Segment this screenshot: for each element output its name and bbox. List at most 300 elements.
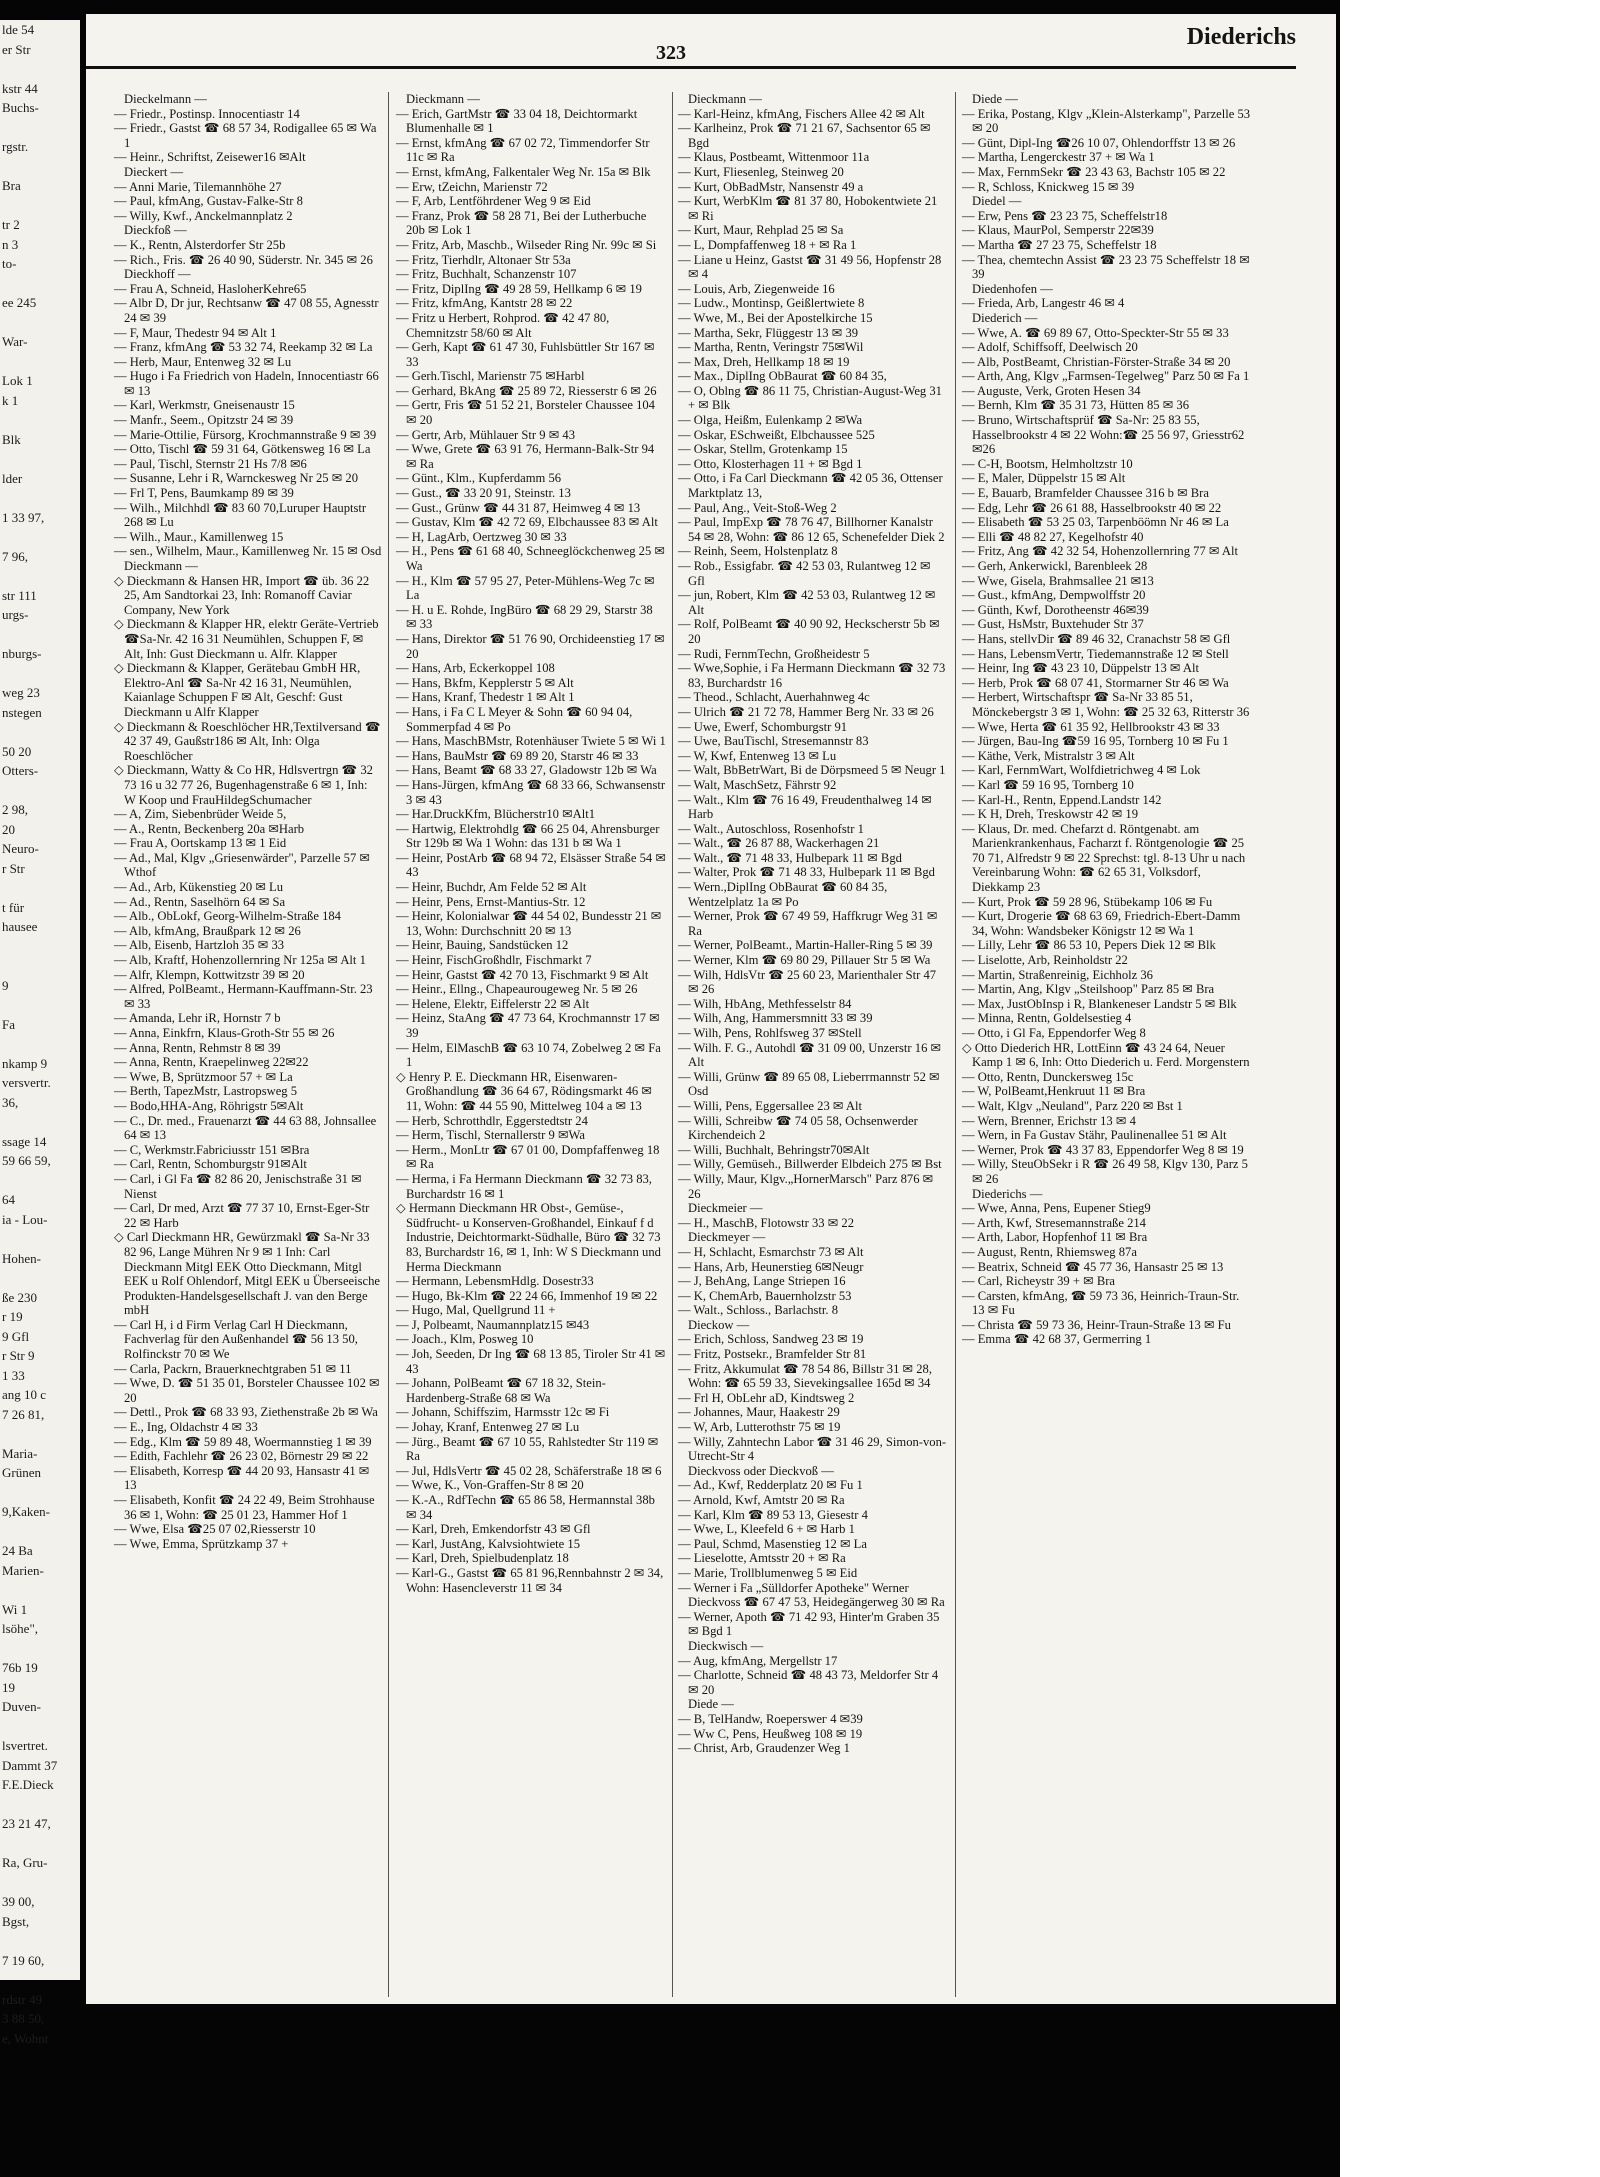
directory-entry: — Kurt, Drogerie ☎ 68 63 69, Friedrich-Ebert-Damm 34, Wohn: Wandsbeker Königstr 12 ✉ Wa 1 (962, 909, 1241, 938)
directory-entry: — Heinr, Kolonialwar ☎ 44 54 02, Bundesstr 21 ✉ 13, Wohn: Durchschnitt 20 ✉ 13 (396, 909, 662, 938)
directory-entry: — Walt., Autoschloss, Rosenhofstr 1 (678, 821, 864, 836)
directory-entry: — Johannes, Maur, Haakestr 29 (678, 1405, 840, 1420)
margin-fragment: ssage 14 (2, 1133, 47, 1149)
directory-entry: — Karlheinz, Prok ☎ 71 21 67, Sachsentor 65 ✉ Bgd (678, 121, 931, 150)
header-guide-word: Diederichs (1186, 24, 1296, 50)
margin-fragment: versvertr. (2, 1075, 51, 1090)
directory-entry: — Ad., Rentn, Saselhörn 64 ✉ Sa (114, 894, 286, 909)
margin-fragment (0, 1834, 80, 1854)
directory-entry: — Hans, i Fa C L Meyer & Sohn ☎ 60 94 04, Sommerpfad 4 ✉ Po (396, 704, 633, 734)
directory-entry: — Wwe,Sophie, i Fa Hermann Dieckmann ☎ 32 73 83, Burchardstr 16 (678, 661, 946, 690)
margin-fragment (0, 878, 80, 898)
margin-fragment: 9,Kaken- (2, 1504, 51, 1519)
directory-entry: — Fritz, Akkumulat ☎ 78 54 86, Billstr 31 ✉ 28, Wohn: ☎ 65 59 33, Sievekingsallee 165d ✉ 34 (678, 1361, 932, 1391)
directory-entry: — Gerh, Ankerwickl, Barenbleek 28 (962, 559, 1148, 573)
margin-fragment: lsvertret. (2, 1738, 48, 1753)
directory-entry: — Liane u Heinz, Gastst ☎ 31 49 56, Hopfenstr 28 ✉ 4 (678, 252, 942, 282)
margin-fragment: Maria- (2, 1445, 38, 1461)
directory-entry: — Werner i Fa „Sülldorfer Apotheke" Werner Dieckvoss ☎ 67 47 53, Heidegängerweg 30 ✉ Ra (678, 1580, 945, 1610)
margin-fragment (0, 118, 80, 138)
directory-entry: — Olga, Heißm, Eulenkamp 2 ✉Wa (678, 413, 863, 428)
margin-fragment (0, 1229, 80, 1249)
margin-fragment: str 111 (2, 587, 37, 603)
directory-entry: — J, Polbeamt, Naumannplatz15 ✉43 (396, 1317, 590, 1332)
margin-fragment: 3 88 50, (2, 2011, 45, 2026)
directory-entry: — Herm, Tischl, Sternallerstr 9 ✉Wa (396, 1128, 585, 1143)
directory-entry: — Bernh, Klm ☎ 35 31 73, Hütten 85 ✉ 36 (962, 398, 1190, 413)
directory-entry: — Thea, chemtechn Assist ☎ 23 23 75 Scheffelstr 18 ✉ 39 (962, 252, 1250, 282)
directory-entry: — Hans, BauMstr ☎ 69 89 20, Starstr 46 ✉ 33 (396, 748, 639, 763)
directory-entry: — Erika, Postang, Klgv „Klein-Alsterkamp", Parzelle 53 ✉ 20 (962, 106, 1251, 136)
directory-entry: ◇ Otto Diederich HR, LottEinn ☎ 43 24 64, Neuer Kamp 1 ✉ 6, Inh: Otto Diederich u. Ferd. Morgenstern (962, 1040, 1250, 1070)
surname-heading: Dieckhoff — (124, 267, 191, 282)
directory-entry: — Günt., Klm., Kupferdamm 56 (396, 471, 562, 486)
margin-fragment: 50 20 (2, 743, 32, 759)
directory-entry: — Karl-Heinz, kfmAng, Fischers Allee 42 ✉ Alt (678, 106, 925, 121)
directory-entry: — Erw, Pens ☎ 23 23 75, Scheffelstr18 (962, 208, 1168, 223)
directory-entry: — Max, Dreh, Hellkamp 18 ✉ 19 (678, 354, 850, 369)
directory-entry: — Herb, Schrotthdlr, Eggerstedtstr 24 (396, 1113, 588, 1128)
directory-entry: — Fritz, DiplIng ☎ 49 28 59, Hellkamp 6 ✉ 19 (396, 281, 642, 296)
directory-entry: — Otto, Klosterhagen 11 + ✉ Bgd 1 (678, 456, 863, 471)
directory-entry: — Ernst, kfmAng ☎ 67 02 72, Timmendorfer Str 11c ✉ Ra (396, 135, 650, 165)
surname-heading: Dieckelmann — (124, 92, 207, 106)
directory-entry: — W, PolBeamt,Henkruut 11 ✉ Bra (962, 1084, 1146, 1099)
directory-entry: — Heinr, Pens, Ernst-Mantius-Str. 12 (396, 894, 586, 909)
header-rule (86, 66, 1296, 69)
directory-entry: — Charlotte, Schneid ☎ 48 43 73, Meldorfer Str 4 ✉ 20 (678, 1668, 939, 1697)
directory-entry: — Karl ☎ 59 16 95, Tornberg 10 (962, 777, 1134, 792)
directory-entry: — Paul, Ang., Veit-Stoß-Weg 2 (678, 500, 837, 515)
directory-entry: — Herbert, Wirtschaftspr ☎ Sa-Nr 33 85 51, Mönckebergstr 3 ✉ 1, Wohn: ☎ 25 32 63, Ritterstr 36 (962, 690, 1250, 719)
margin-fragment: 19 (2, 1679, 15, 1695)
directory-entry: — Otto, i Gl Fa, Eppendorfer Weg 8 (962, 1026, 1146, 1040)
directory-entry: — Karl, JustAng, Kalvsiohtwiete 15 (396, 1536, 580, 1551)
directory-entry: — H, LagArb, Oertzweg 30 ✉ 33 (396, 529, 567, 544)
directory-entry: — Fritz, Arb, Maschb., Wilseder Ring Nr. 99c ✉ Si (396, 237, 657, 252)
margin-fragment (0, 1970, 80, 1990)
directory-entry: — H. u E. Rohde, IngBüro ☎ 68 29 29, Starstr 38 ✉ 33 (396, 602, 653, 632)
directory-columns (86, 92, 1306, 1997)
directory-entry: — Klaus, MaurPol, Semperstr 22✉39 (962, 223, 1154, 238)
margin-fragment: 7 26 81, (2, 1406, 45, 1422)
directory-entry: — Aug, kfmAng, Mergellstr 17 (678, 1653, 838, 1668)
margin-fragment: r Str (2, 860, 25, 876)
margin-fragment (0, 488, 80, 508)
directory-entry: — Willi, Buchhalt, Behringstr70✉Alt (678, 1142, 870, 1157)
directory-entry: — Walt., Klm ☎ 76 16 49, Freudenthalweg 14 ✉ Harb (678, 792, 932, 822)
directory-entry: — Albr D, Dr jur, Rechtsanw ☎ 47 08 55, Agnesstr 24 ✉ 39 (114, 296, 379, 325)
directory-column-3 (678, 92, 948, 1997)
directory-entry: — H., Klm ☎ 57 95 27, Peter-Mühlens-Weg 7c ✉ La (396, 573, 655, 603)
directory-entry: — C., Dr. med., Frauenarzt ☎ 44 63 88, Johnsallee 64 ✉ 13 (114, 1113, 377, 1143)
directory-entry: — Wilh, Ang, Hammersmnitt 33 ✉ 39 (678, 1011, 873, 1026)
directory-entry: — Elisabeth ☎ 53 25 03, Tarpenböömn Nr 46 ✉ La (962, 515, 1229, 530)
directory-entry: — K.-A., RdfTechn ☎ 65 86 58, Hermannstal 38b ✉ 34 (396, 1493, 655, 1522)
directory-entry: — A., Rentn, Beckenberg 20a ✉Harb (114, 821, 305, 836)
directory-entry: — Martin, Straßenreinig, Eichholz 36 (962, 967, 1153, 982)
directory-entry: — E, Maler, Düppelstr 15 ✉ Alt (962, 471, 1126, 486)
margin-fragment: 7 96, (2, 548, 28, 564)
margin-fragment (0, 59, 80, 79)
directory-entry: — Amanda, Lehr iR, Hornstr 7 b (114, 1011, 281, 1026)
margin-fragment (0, 781, 80, 801)
margin-fragment: tr 2 (2, 217, 20, 232)
directory-entry: — Johann, Schiffszim, Harmsstr 12c ✉ Fi (396, 1405, 610, 1420)
margin-fragment: Marien- (2, 1562, 44, 1578)
directory-entry: — Wwe, M., Bei der Apostelkirche 15 (678, 310, 873, 325)
margin-fragment: 36, (2, 1094, 19, 1110)
margin-fragment: Otters- (2, 763, 39, 778)
directory-entry: — Joh, Seeden, Dr Ing ☎ 68 13 85, Tiroler Str 41 ✉ 43 (396, 1347, 666, 1376)
directory-entry: — Hermann, LebensmHdlg. Dosestr33 (396, 1274, 594, 1289)
directory-entry: — Jürgen, Bau-Ing ☎59 16 95, Tornberg 10 ✉ Fu 1 (962, 734, 1229, 749)
margin-fragment (0, 157, 80, 177)
directory-entry: — Wilh, Pens, Rohlfsweg 37 ✉Stell (678, 1026, 862, 1040)
directory-entry: — Karl, Klm ☎ 89 53 13, Giesestr 4 (678, 1507, 868, 1522)
directory-entry: — Herb, Maur, Entenweg 32 ✉ Lu (114, 354, 292, 369)
directory-entry: — Manfr., Seem., Opitzstr 24 ✉ 39 (114, 413, 294, 428)
directory-entry: — Erw, tZeichn, Marienstr 72 (396, 179, 548, 194)
directory-entry: — Hans, Arb, Heunerstieg 6✉Neugr (678, 1259, 864, 1274)
directory-entry: — Alb., ObLokf, Georg-Wilhelm-Straße 184 (114, 909, 341, 924)
directory-entry: — Carsten, kfmAng, ☎ 59 73 36, Heinrich-Traun-Str. 13 ✉ Fu (962, 1288, 1240, 1318)
directory-entry: — Lieselotte, Amtsstr 20 + ✉ Ra (678, 1551, 846, 1566)
directory-entry: — Friedr., Gastst ☎ 68 57 34, Rodigallee 65 ✉ Wa 1 (114, 121, 377, 150)
margin-fragment (0, 1522, 80, 1542)
directory-entry: — H., MaschB, Flotowstr 33 ✉ 22 (678, 1215, 855, 1230)
directory-entry: — Johay, Kranf, Entenweg 27 ✉ Lu (396, 1420, 580, 1435)
directory-entry: — Gustav, Klm ☎ 42 72 69, Elbchaussee 83 ✉ Alt (396, 515, 658, 530)
directory-entry: — Werner, Klm ☎ 69 80 29, Pillauer Str 5 ✉ Wa (678, 953, 931, 968)
directory-entry: — Wwe, Elsa ☎25 07 02,Riesserstr 10 (114, 1522, 316, 1537)
directory-entry: — Jul, HdlsVertr ☎ 45 02 28, Schäferstraße 18 ✉ 6 (396, 1463, 662, 1478)
directory-entry: — Wwe, Anna, Pens, Eupener Stieg9 (962, 1201, 1151, 1216)
directory-entry: — Helene, Elektr, Eiffelerstr 22 ✉ Alt (396, 996, 590, 1011)
directory-entry: — E., Ing, Oldachstr 4 ✉ 33 (114, 1420, 258, 1435)
directory-entry: — Kurt, Prok ☎ 59 28 96, Stübekamp 106 ✉ Fu (962, 894, 1213, 909)
margin-fragment: 2 98, (2, 802, 28, 817)
directory-entry: — Ulrich ☎ 21 72 78, Hammer Berg Nr. 33 ✉ 26 (678, 704, 934, 719)
directory-entry: — Hans, Direktor ☎ 51 76 90, Orchideenstieg 17 ✉ 20 (396, 631, 665, 661)
margin-fragment: Dammt 37 (2, 1757, 58, 1773)
surname-heading: Diederichs — (972, 1186, 1043, 1201)
page-number: 323 (656, 42, 686, 64)
margin-fragment: 64 (2, 1192, 15, 1207)
directory-entry: — Paul, Tischl, Sternstr 21 Hs 7/8 ✉6 (114, 456, 307, 471)
directory-entry: — Rob., Essigfabr. ☎ 42 53 03, Rulantweg 12 ✉ Gfl (678, 559, 931, 588)
directory-entry: — Marie, Trollblumenweg 5 ✉ Eid (678, 1565, 858, 1580)
directory-entry: — Kurt, Maur, Rehplad 25 ✉ Sa (678, 223, 844, 238)
directory-entry: — Heinr., Schriftst, Zeisewег16 ✉Alt (114, 150, 306, 165)
margin-fragment (0, 449, 80, 469)
directory-entry: — Alb, Kraftf, Hohenzollernring Nr 125a ✉ Alt 1 (114, 953, 366, 968)
directory-entry: — Christa ☎ 59 73 36, Heinr-Traun-Straße 13 ✉ Fu (962, 1317, 1231, 1332)
directory-entry: — Wwe, Grete ☎ 63 91 76, Hermann-Balk-Str 94 ✉ Ra (396, 442, 655, 471)
margin-fragment: lder (2, 470, 23, 486)
directory-entry: — Gerhard, BkAng ☎ 25 89 72, Riesserstr 6 ✉ 26 (396, 383, 657, 398)
margin-fragment: urgs- (2, 607, 29, 622)
margin-fragment (0, 664, 80, 684)
directory-entry: — Gerh, Kapt ☎ 61 47 30, Fuhlsbüttler Str 167 ✉ 33 (396, 340, 655, 369)
directory-entry: — Willy, Maur, Klgv.„HornerMarsch" Parz 876 ✉ 26 (678, 1171, 934, 1201)
margin-fragment: Wi 1 (2, 1601, 28, 1617)
directory-entry: — Willy, Kwf., Anckelmannplatz 2 (114, 208, 293, 223)
directory-entry: — Fritz, Ang ☎ 42 32 54, Hohenzollernring 77 ✉ Alt (962, 544, 1238, 559)
directory-entry: — Carl H, i d Firm Verlag Carl H Dieckmann, Fachverlag für den Außenhandel ☎ 56 13 50, Rolfinckstr 70 ✉ We (114, 1317, 358, 1362)
directory-entry: — Arth, Labor, Hopfenhof 11 ✉ Bra (962, 1230, 1148, 1245)
margin-fragment (0, 1580, 80, 1600)
directory-entry: — Heinr, Gastst ☎ 42 70 13, Fischmarkt 9 ✉ Alt (396, 967, 649, 982)
directory-entry: — Oskar, ESchweißt, Elbchaussee 525 (678, 427, 875, 442)
directory-entry: — Alb, Eisenb, Hartzloh 35 ✉ 33 (114, 938, 285, 953)
directory-entry: ◇ Carl Dieckmann HR, Gewürzmakl ☎ Sa-Nr 33 82 96, Lange Mühren Nr 9 ✉ 1 Inh: Carl Dieckmann Mitgl EEK Otto Dieckmann, Mitgl EEK u Rolf Ohlendorf, Mitgl EEK u Überseeische Produkten-Handelsgesellschaft J. van den Berge mbH (114, 1230, 381, 1318)
surname-heading: Dieckmeier — (688, 1201, 763, 1216)
margin-fragment: n 3 (2, 236, 19, 252)
margin-fragment (0, 1171, 80, 1191)
directory-entry: — Wern, Brenner, Erichstr 13 ✉ 4 (962, 1113, 1136, 1128)
directory-entry: — Alb, kfmAng, Braußpark 12 ✉ 26 (114, 923, 301, 938)
margin-fragment: Lok 1 (2, 373, 33, 388)
directory-entry: — Hans, Beamt ☎ 68 33 27, Gladowstr 12b ✉ Wa (396, 763, 657, 778)
margin-fragment: 39 00, (2, 1894, 35, 1909)
directory-entry: — Alfred, PolBeamt., Hermann-Kauffmann-Str. 23 ✉ 33 (114, 982, 373, 1011)
directory-entry: — Kurt, ObBadMstr, Nansenstr 49 a (678, 179, 864, 194)
directory-entry: — Willy, SteuObSekr i R ☎ 26 49 58, Klgv 130, Parz 5 ✉ 26 (962, 1157, 1248, 1186)
directory-column-1 (114, 92, 382, 1997)
margin-fragment: Bgst, (2, 1913, 30, 1929)
margin-fragment: rgstr. (2, 139, 29, 154)
directory-entry: — Berth, TapezMstr, Lastropsweg 5 (114, 1084, 298, 1099)
directory-entry: — Wwe, Gisela, Brahmsallee 21 ✉13 (962, 573, 1154, 588)
margin-fragment: k 1 (2, 392, 19, 408)
margin-fragment: lsöhe", (2, 1621, 38, 1636)
directory-entry: — Louis, Arb, Ziegenweide 16 (678, 281, 835, 296)
margin-fragment (0, 937, 80, 957)
margin-fragment: ee 245 (2, 295, 37, 310)
margin-fragment: ße 230 (2, 1289, 38, 1305)
directory-entry: — Karl, FernmWart, Wolfdietrichweg 4 ✉ Lok (962, 763, 1201, 778)
directory-entry: — Jürg., Beamt ☎ 67 10 55, Rahlstedter Str 119 ✉ Ra (396, 1434, 659, 1464)
directory-entry: — Hugo i Fa Friedrich von Hadeln, Innocentiastr 66 ✉ 13 (114, 369, 379, 398)
directory-entry: — Gerh.Tischl, Marienstr 75 ✉Harbl (396, 369, 585, 384)
directory-entry: — Karl-H., Rentn, Eppend.Landstr 142 (962, 792, 1162, 807)
margin-fragment: kstr 44 (2, 80, 38, 96)
directory-entry: ◇ Dieckmann & Roeschlöcher HR,Textilversand ☎ 42 37 49, Gaußstr186 ✉ Alt, Inh: Olga Roeschlöcher (114, 719, 381, 763)
margin-fragment (0, 995, 80, 1015)
directory-entry: — A, Zim, Siebenbrüder Weide 5, (114, 807, 287, 822)
directory-entry: — Werner, Prok ☎ 67 49 59, Haffkrugr Weg 31 ✉ Ra (678, 909, 938, 938)
directory-entry: — Anna, Einkfrn, Klaus-Groth-Str 55 ✉ 26 (114, 1026, 335, 1040)
directory-entry: — Max, FernmSekr ☎ 23 43 63, Bachstr 105 ✉ 22 (962, 164, 1226, 179)
directory-entry: — Martha, Rentn, Veringstr 75✉Wil (678, 340, 864, 355)
margin-fragment: rdstr 49 (2, 1991, 43, 2007)
directory-entry: — Otto, Rentn, Dunckersweg 15c (962, 1069, 1134, 1084)
directory-entry: — Hans, stellvDir ☎ 89 46 32, Cranachstr 58 ✉ Gfl (962, 631, 1231, 646)
directory-entry: — Heinr, PostArb ☎ 68 94 72, Elsässer Straße 54 ✉ 43 (396, 850, 666, 880)
surname-heading: Diederich — (972, 310, 1038, 325)
margin-fragment: Grünen (2, 1465, 41, 1480)
margin-fragment: ang 10 c (2, 1387, 47, 1402)
directory-entry: — Fritz, Tierhdlr, Altonaer Str 53a (396, 252, 571, 267)
margin-fragment (0, 1424, 80, 1444)
margin-fragment: hausee (2, 919, 38, 934)
margin-fragment: Buchs- (2, 100, 39, 115)
directory-entry: — Heinr, FischGroßhdlr, Fischmarkt 7 (396, 953, 592, 968)
directory-entry: — Anni Marie, Tilemannhöhe 27 (114, 179, 282, 194)
margin-fragment: F.E.Dieck (2, 1777, 54, 1792)
directory-entry: — Karl-G., Gastst ☎ 65 81 96,Rennbahnstr 2 ✉ 34, Wohn: Hasencleverstr 11 ✉ 34 (396, 1565, 664, 1595)
surname-heading: Diede — (688, 1697, 734, 1712)
directory-entry: — Lilly, Lehr ☎ 86 53 10, Pepers Diek 12 ✉ Blk (962, 938, 1216, 953)
surname-heading: Dieckmann — (688, 92, 762, 106)
surname-heading: Dieckvoss oder Dieckvoß — (688, 1463, 834, 1478)
directory-entry: — Edg, Lehr ☎ 26 61 88, Hasselbrookstr 40 ✉ 22 (962, 500, 1222, 515)
directory-entry: — Franz, kfmAng ☎ 53 32 74, Reekamp 32 ✉ La (114, 340, 373, 355)
column-divider (388, 92, 389, 1997)
directory-entry: — Wwe, B, Sprützmoor 57 + ✉ La (114, 1069, 293, 1084)
directory-entry: — Fritz u Herbert, Rohprod. ☎ 42 47 80, Chemnitzstr 58/60 ✉ Alt (396, 310, 610, 340)
directory-entry: — Karl, Werkmstr, Gneisenaustr 15 (114, 398, 295, 413)
margin-fragment: War- (2, 334, 28, 349)
margin-fragment: 7 19 60, (2, 1952, 45, 1968)
directory-entry: — jun, Robert, Klm ☎ 42 53 03, Rulantweg 12 ✉ Alt (678, 588, 936, 617)
directory-entry: — Walt., ☎ 71 48 33, Hulbepark 11 ✉ Bgd (678, 850, 902, 865)
directory-entry: — Gust., Grünw ☎ 44 31 87, Heimweg 4 ✉ 13 (396, 500, 641, 515)
margin-fragment (0, 274, 80, 294)
margin-fragment (0, 1639, 80, 1659)
directory-entry: — Ad., Mal, Klgv „Griesenwärder", Parzelle 57 ✉ Wthof (114, 850, 370, 880)
directory-entry: — Carl, Richeystr 39 + ✉ Bra (962, 1274, 1116, 1289)
directory-entry: — Frau A, Oortskamp 13 ✉ 1 Eid (114, 836, 287, 851)
directory-entry: — F, Maur, Thedestr 94 ✉ Alt 1 (114, 325, 277, 340)
margin-fragment: Ra, Gru- (2, 1855, 48, 1870)
directory-entry: — Werner, Prok ☎ 43 37 83, Eppendorfer Weg 8 ✉ 19 (962, 1142, 1244, 1157)
margin-fragment (0, 1931, 80, 1951)
directory-entry: — Elisabeth, Konfit ☎ 24 22 49, Beim Strohhause 36 ✉ 1, Wohn: ☎ 25 01 23, Hammer Hof 1 (114, 1493, 375, 1522)
directory-entry: — Gertr, Fris ☎ 51 52 21, Borsteler Chaussee 104 ✉ 20 (396, 398, 655, 428)
directory-entry: — Alfr, Klempn, Kottwitzstr 39 ✉ 20 (114, 967, 305, 982)
directory-entry: — B, TelHandw, Roeperswег 4 ✉39 (678, 1711, 863, 1726)
margin-fragment: 20 (2, 821, 15, 837)
directory-entry: — Martin, Ang, Klgv „Steilshoop" Parz 85 ✉ Bra (962, 982, 1215, 997)
directory-entry: ◇ Hermann Dieckmann HR Obst-, Gemüse-, Südfrucht- u Konserven-Großhandel, Einkauf f d Industrie, Deichtormarkt-Südhalle, Büro ☎ 32 73 83, Burchardstr 16, ✉ 1, Inh: W S Dieckmann und Herma Dieckmann (396, 1201, 661, 1274)
directory-entry: — Erich, Schloss, Sandweg 23 ✉ 19 (678, 1332, 864, 1347)
margin-fragment (0, 1034, 80, 1054)
directory-entry: — Johann, PolBeamt ☎ 67 18 32, Stein-Hardenberg-Straße 68 ✉ Wa (396, 1376, 606, 1405)
directory-entry: ◇ Henry P. E. Dieckmann HR, Eisenwaren-Großhandlung ☎ 36 64 67, Rödingsmarkt 46 ✉ 11, Wohn: ☎ 44 55 90, Mittelweg 104 a ✉ 13 (396, 1069, 652, 1113)
directory-entry: — Klaus, Postbeamt, Wittenmoor 11a (678, 150, 870, 165)
margin-fragment: 9 Gfl (2, 1328, 30, 1344)
margin-fragment: er Str (2, 41, 31, 57)
directory-entry: — F, Arb, Lentföhrdener Weg 9 ✉ Eid (396, 194, 591, 209)
directory-entry: — Ludw., Montinsp, Geißlertwiete 8 (678, 296, 865, 311)
directory-entry: — W, Arb, Lutterothstr 75 ✉ 19 (678, 1420, 841, 1435)
margin-fragment (0, 527, 80, 547)
margin-fragment (0, 1717, 80, 1737)
directory-entry: — Günt, Dipl-Ing ☎26 10 07, Ohlendorffstr 13 ✉ 26 (962, 135, 1236, 150)
directory-entry: — Carl, Rentn, Schomburgstr 91✉Alt (114, 1157, 307, 1172)
directory-entry: — Paul, ImpExp ☎ 78 76 47, Billhorner Kanalstr 54 ✉ 28, Wohn: ☎ 86 12 65, Schenefelder Diek 2 (678, 515, 945, 544)
directory-entry: — Kurt, Fliesenleg, Steinweg 20 (678, 164, 844, 179)
directory-entry: — Werner, PolBeamt., Martin-Haller-Ring 5 ✉ 39 (678, 938, 933, 953)
directory-entry: — C, Werkmstr.Fabriciusstr 151 ✉Bra (114, 1142, 310, 1157)
margin-fragment: 76b 19 (2, 1660, 38, 1675)
directory-entry: — Martha ☎ 27 23 75, Scheffelstr 18 (962, 237, 1157, 252)
margin-fragment: to- (2, 256, 17, 271)
directory-entry: — Willi, Pens, Eggersallee 23 ✉ Alt (678, 1098, 863, 1113)
directory-entry: — Walt, MaschSetz, Fährstr 92 (678, 777, 837, 792)
directory-entry: — Uwe, BauTischl, Stresemannstr 83 (678, 734, 869, 749)
running-head (86, 14, 1336, 64)
margin-fragment: ia - Lou- (2, 1211, 48, 1227)
margin-fragment: 1 33 (2, 1367, 25, 1383)
directory-entry: — Heinr, Ing ☎ 43 23 10, Düppelstr 13 ✉ Alt (962, 661, 1200, 676)
directory-entry: — K H, Dreh, Treskowstr 42 ✉ 19 (962, 807, 1139, 822)
directory-entry: — Walter, Prok ☎ 71 48 33, Hulbepark 11 ✉ Bgd (678, 865, 935, 880)
margin-fragment (0, 1268, 80, 1288)
surname-heading: Diede — (972, 92, 1018, 106)
directory-entry: — Ww C, Pens, Heußweg 108 ✉ 19 (678, 1726, 863, 1741)
directory-entry: — Adolf, Schiffsoff, Deelwisch 20 (962, 340, 1138, 355)
directory-entry: — Walt., Schloss., Barlachstr. 8 (678, 1303, 839, 1318)
margin-fragment: t für (2, 899, 25, 915)
directory-entry: — Dettl., Prok ☎ 68 33 93, Ziethenstraße 2b ✉ Wa (114, 1405, 378, 1420)
directory-entry: — Carl, Dr med, Arzt ☎ 77 37 10, Ernst-Eger-Str 22 ✉ Harb (114, 1201, 370, 1230)
directory-column-4 (962, 92, 1252, 1997)
directory-entry: — Auguste, Verk, Groten Hesen 34 (962, 383, 1141, 398)
directory-entry: — Karl, Dreh, Emkendorfstr 43 ✉ Gfl (396, 1522, 591, 1537)
margin-fragment (0, 352, 80, 372)
directory-entry: — Herma, i Fa Hermann Dieckmann ☎ 32 73 83, Burchardstr 16 ✉ 1 (396, 1171, 652, 1201)
directory-entry: — Susanne, Lehr i R, Warnckesweg Nr 25 ✉ 20 (114, 471, 358, 486)
directory-entry: — Wilh, HdlsVtr ☎ 25 60 23, Marienthaler Str 47 ✉ 26 (678, 967, 937, 997)
directory-entry: — Wern, in Fa Gustav Stähr, Paulinenallee 51 ✉ Alt (962, 1128, 1227, 1143)
margin-fragment: lde 54 (2, 22, 35, 37)
directory-entry: — J, BehAng, Lange Striepen 16 (678, 1274, 846, 1289)
directory-entry: — Willy, Zahntechn Labor ☎ 31 46 29, Simon-von-Utrecht-Str 4 (678, 1434, 947, 1464)
directory-entry: — H, Schlacht, Esmarchstr 73 ✉ Alt (678, 1244, 864, 1259)
directory-entry: — Hartwig, Elektrohdlg ☎ 66 25 04, Ahrensburger Str 129b ✉ Wa 1 Wohn: das 131 b ✉ Wa 1 (396, 821, 660, 851)
directory-entry: — O, Oblng ☎ 86 11 75, Christian-August-Weg 31 + ✉ Blk (678, 383, 942, 413)
surname-heading: Dieckmann — (406, 92, 480, 106)
margin-fragment: nkamp 9 (2, 1055, 48, 1071)
directory-entry: — Max, JustObInsp i R, Blankeneser Landstr 5 ✉ Blk (962, 996, 1237, 1011)
directory-entry: — Wwe, Emma, Sprützkamp 37 + (114, 1536, 289, 1551)
margin-fragment (0, 1873, 80, 1893)
directory-entry: — Wilh., Milchhdl ☎ 83 60 70,Luruper Hauptstr 268 ✉ Lu (114, 500, 367, 530)
margin-fragment (0, 566, 80, 586)
directory-entry: — Wilh. F. G., Autohdl ☎ 31 09 00, Unzerstr 16 ✉ Alt (678, 1040, 942, 1070)
directory-entry: — Edg., Klm ☎ 59 89 48, Woermannstieg 1 ✉ 39 (114, 1434, 372, 1449)
directory-entry: — Karl, Dreh, Spielbudenplatz 18 (396, 1551, 569, 1566)
directory-entry: — R, Schloss, Knickweg 15 ✉ 39 (962, 179, 1135, 194)
directory-entry: — Carl, i Gl Fa ☎ 82 86 20, Jenischstraße 31 ✉ Nienst (114, 1171, 362, 1201)
directory-entry: — Fritz, Buchhalt, Schanzenstr 107 (396, 267, 577, 282)
directory-entry: — Minna, Rentn, Goldelsestieg 4 (962, 1011, 1132, 1026)
directory-entry: — W, Kwf, Entenweg 13 ✉ Lu (678, 748, 837, 763)
directory-entry: — Hugo, Bk-Klm ☎ 22 24 66, Immenhof 19 ✉ 22 (396, 1288, 658, 1303)
directory-entry: — Ernst, kfmAng, Falkentaler Weg Nr. 15a ✉ Blk (396, 164, 651, 179)
directory-entry: — Gust., kfmAng, Dempwolffstr 20 (962, 588, 1146, 603)
directory-entry: — Joach., Klm, Posweg 10 (396, 1332, 534, 1347)
directory-entry: — Arth, Ang, Klgv „Farmsen-Tegelweg" Parz 50 ✉ Fa 1 (962, 369, 1250, 384)
directory-entry: — Helm, ElMaschB ☎ 63 10 74, Zobelweg 2 ✉ Fa 1 (396, 1040, 661, 1070)
margin-fragment: Blk (2, 431, 21, 447)
directory-entry: — Marie-Ottilie, Fürsorg, Krochmannstraße 9 ✉ 39 (114, 427, 377, 442)
directory-entry: — Anna, Rentn, Rehmstr 8 ✉ 39 (114, 1040, 281, 1055)
directory-entry: — Hans, Bkfm, Kepplerstr 5 ✉ Alt (396, 675, 574, 690)
